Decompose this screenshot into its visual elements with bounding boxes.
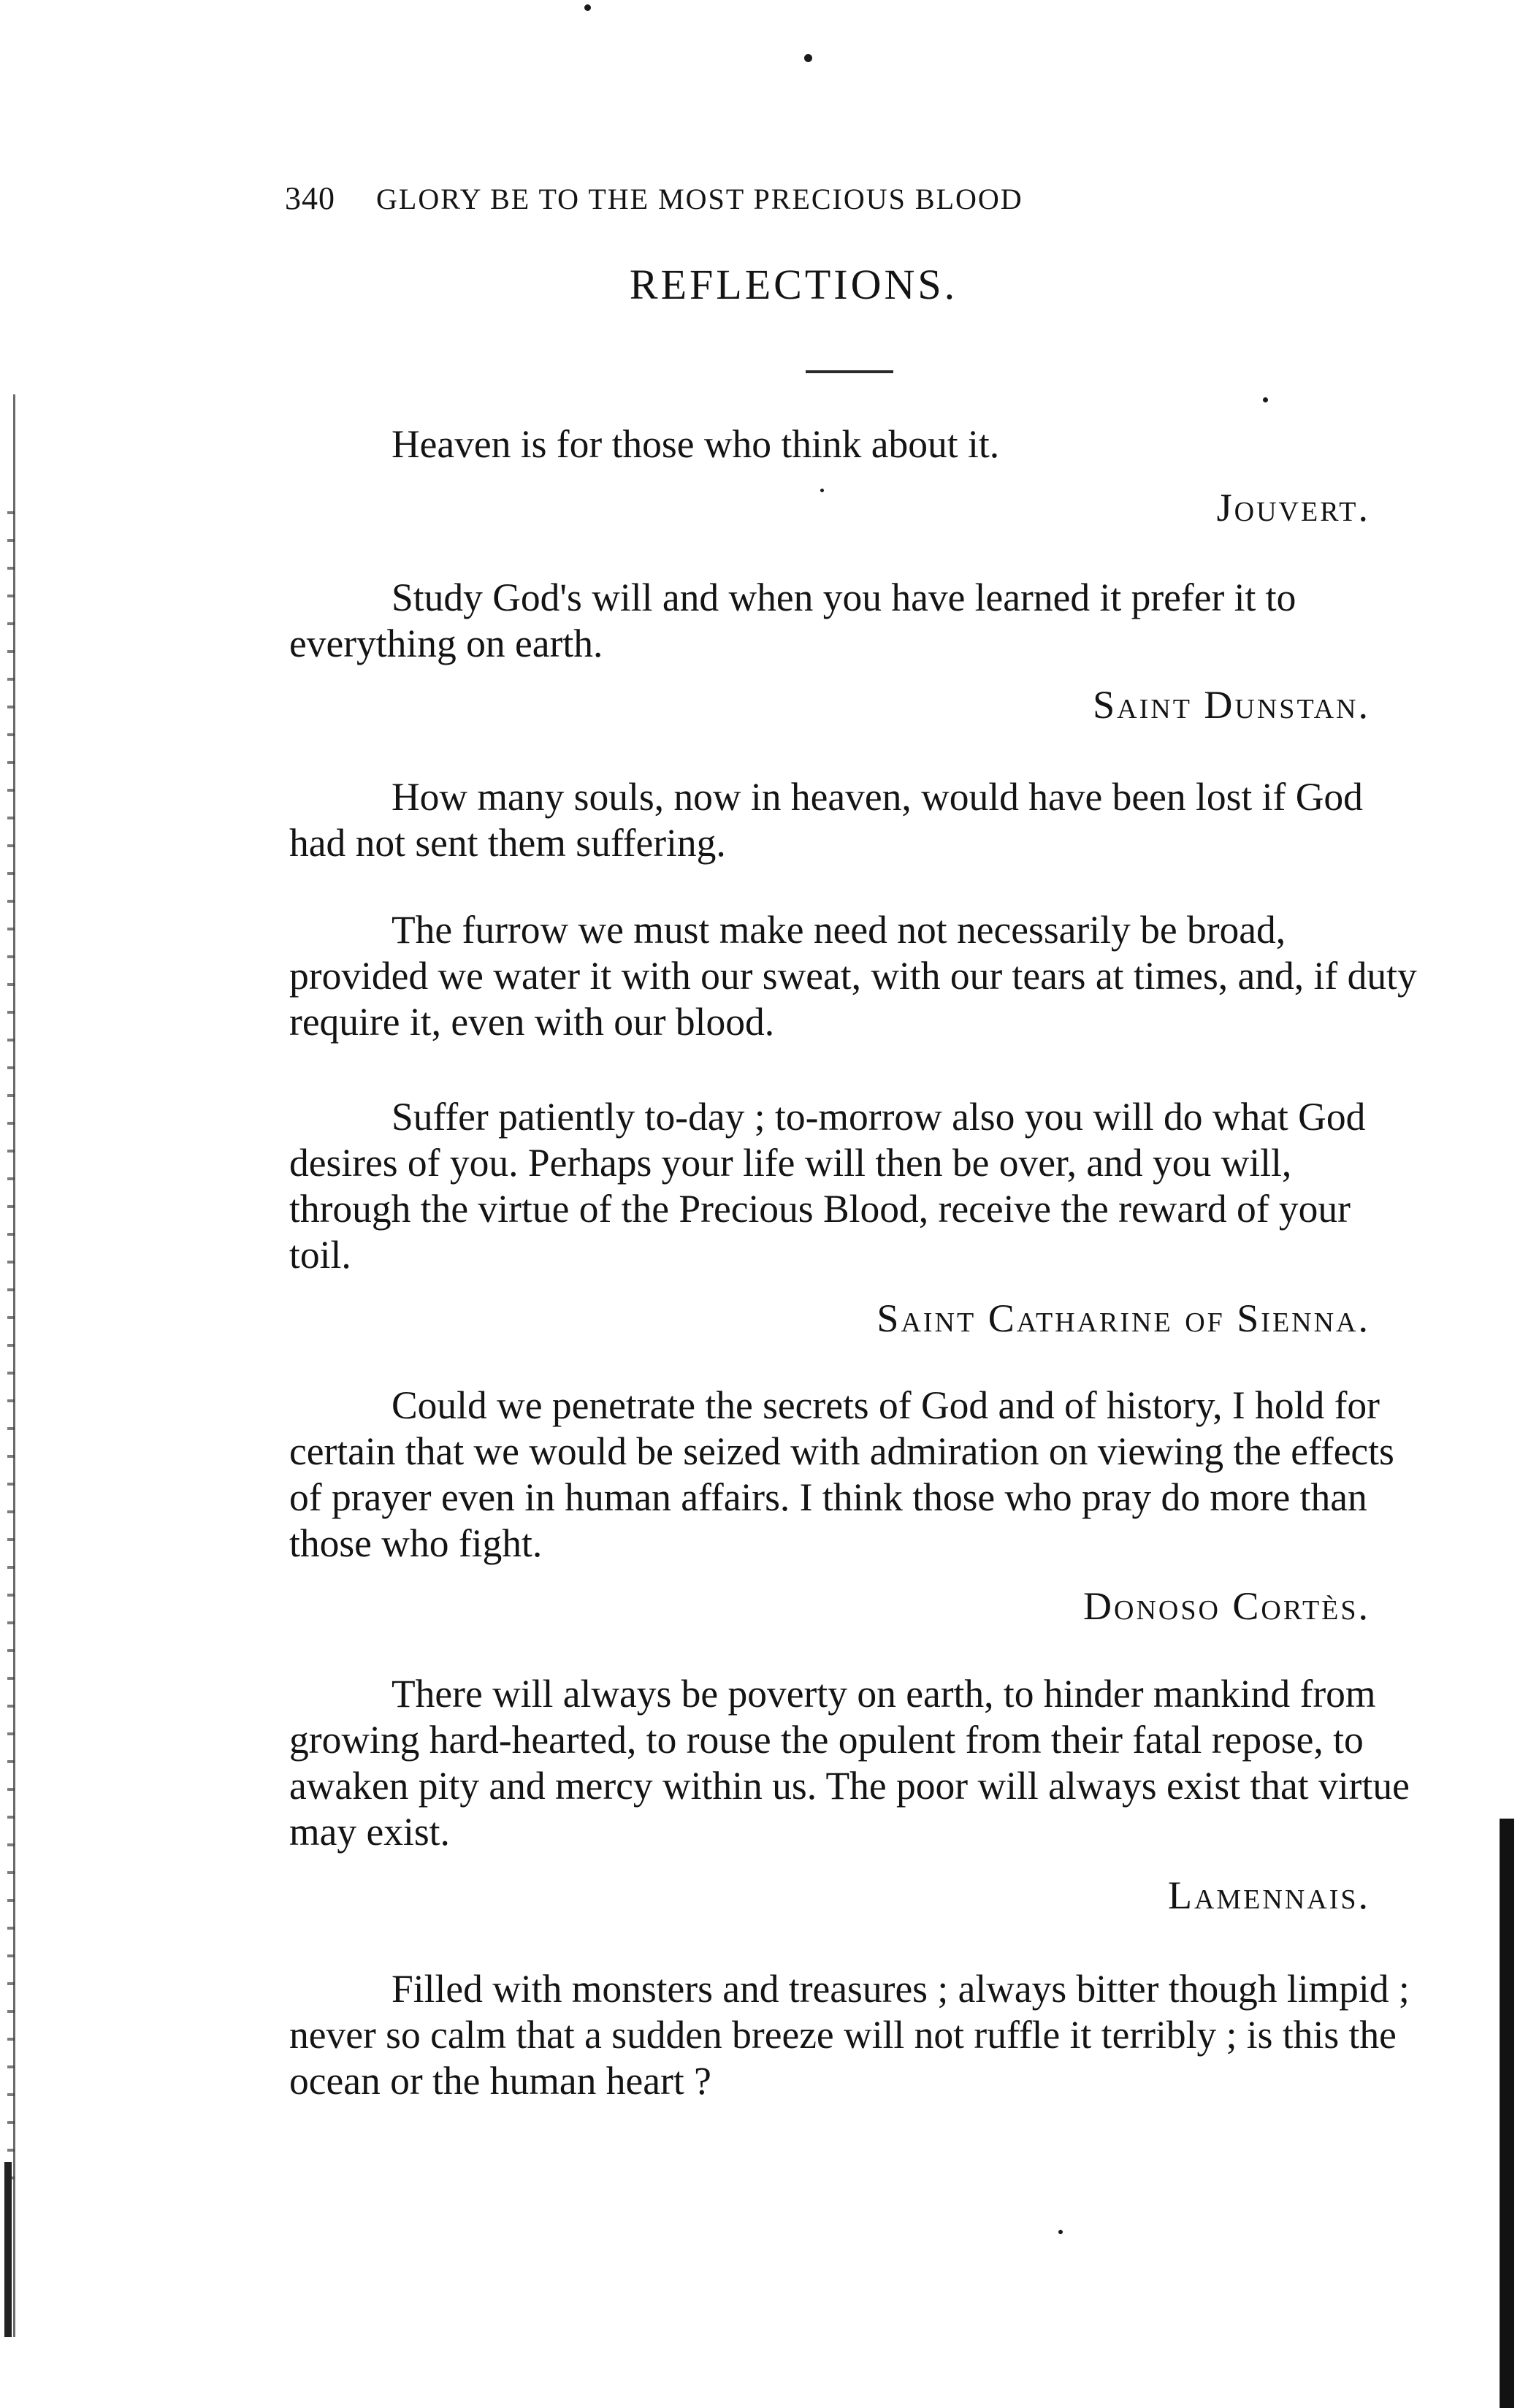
- reflection-text: There will always be poverty on earth, to hinder mankind from growing hard-hearted, to rouse the opulent from their fatal repose, to awaken pity and mercy within us. The poor will always exist that virtue may exist.: [289, 1672, 1410, 1854]
- reflection-text: Could we penetrate the secrets of God and of history, I hold for certain that we would be seized with admiration on viewing the effects of prayer even in human affairs. I think those who pray do more than those who fight.: [289, 1383, 1394, 1565]
- reflection-text: The furrow we must make need not necessarily be broad, provided we water it with our sweat, with our tears at times, and, if duty require it, even with our blood.: [289, 908, 1417, 1044]
- reflection-text: How many souls, now in heaven, would have been lost if God had not sent them suffering.: [289, 775, 1363, 865]
- reflection-attribution: Donoso Cortès.: [1083, 1584, 1370, 1628]
- reflection-text: Suffer patiently to-day ; to-morrow also you will do what God desires of you. Perhaps your life will then be over, and you will, through the virtue of the Precious Blood, receive the reward of your toil.: [289, 1095, 1366, 1277]
- reflection-attribution: Saint Dunstan.: [1093, 683, 1370, 727]
- scan-speck: [820, 489, 824, 492]
- reflection-attribution: Saint Catharine of Sienna.: [877, 1296, 1370, 1340]
- running-head: [285, 180, 1023, 217]
- reflection-text: Filled with monsters and treasures ; always bitter though limpid ; never so calm that a sudden breeze will not ruffle it terribly ; is this the ocean or the human heart ?: [289, 1967, 1410, 2103]
- reflection-text: Study God's will and when you have learned it prefer it to everything on earth.: [289, 576, 1296, 665]
- scan-edge-shadow: [4, 2162, 12, 2337]
- reflection-attribution: Jouvert.: [1216, 486, 1370, 530]
- page-number: 340: [285, 180, 335, 216]
- scan-speck: [1058, 2230, 1063, 2234]
- scan-right-shadow: [1500, 1819, 1514, 2408]
- section-separator: [806, 370, 893, 373]
- running-title: GLORY BE TO THE MOST PRECIOUS BLOOD: [376, 183, 1023, 215]
- scan-edge-marks: [7, 511, 15, 2191]
- scan-speck: [584, 4, 591, 11]
- scan-speck: [804, 54, 812, 62]
- reflection-text: Heaven is for those who think about it.: [392, 422, 1000, 466]
- scan-speck: [1263, 397, 1268, 402]
- reflection-attribution: Lamennais.: [1167, 1873, 1370, 1917]
- section-title: REFLECTIONS.: [629, 261, 958, 308]
